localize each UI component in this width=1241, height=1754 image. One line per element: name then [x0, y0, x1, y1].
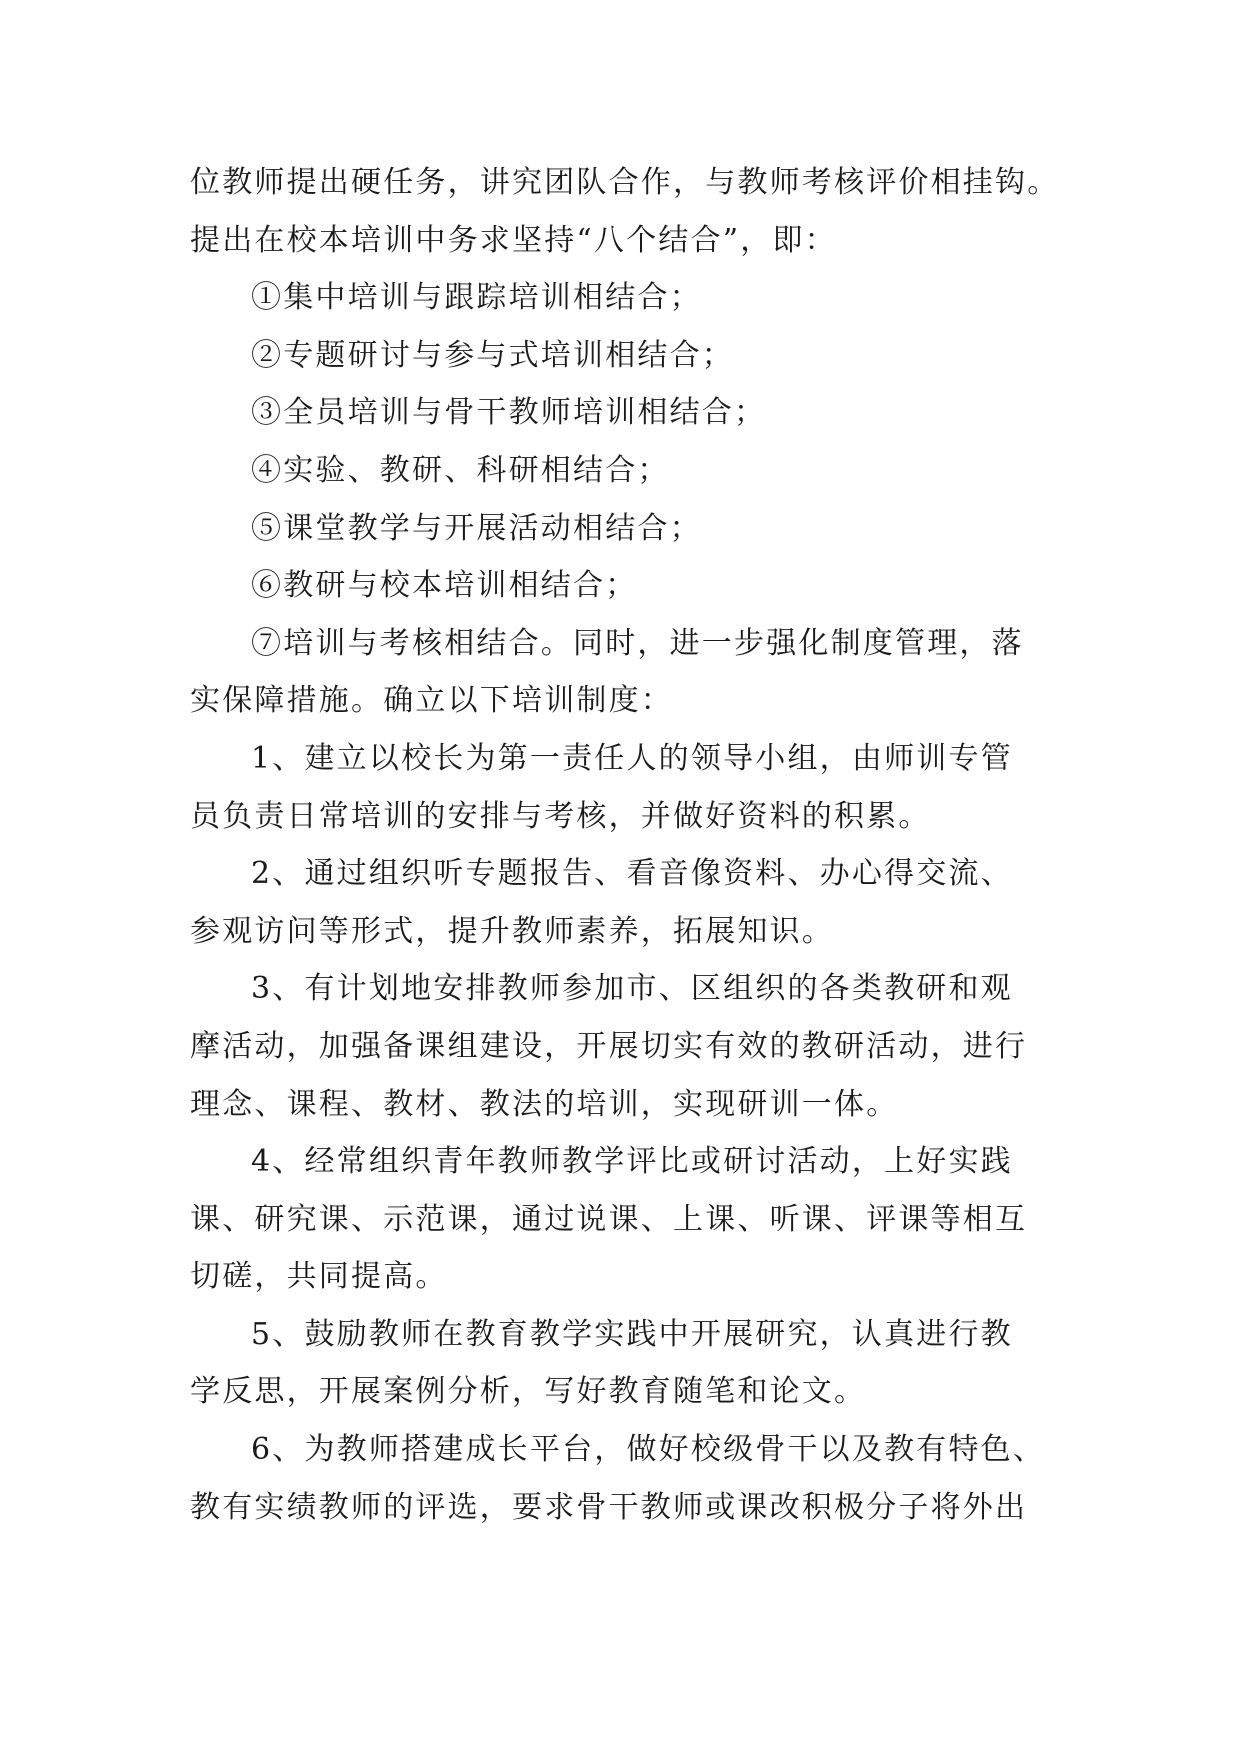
text-line: 参观访问等形式，提升教师素养，拓展知识。	[190, 913, 834, 949]
paragraph-start: 4、经常组织青年教师教学评比或研讨活动，上好实践	[251, 1144, 1013, 1180]
paragraph-start: 2、通过组织听专题报告、看音像资料、办心得交流、	[251, 856, 1013, 892]
list-item: ④实验、教研、科研相结合；	[251, 452, 670, 488]
list-item: ⑥教研与校本培训相结合；	[251, 568, 638, 604]
list-item: ②专题研讨与参与式培训相结合；	[251, 337, 734, 373]
list-item: ③全员培训与骨干教师培训相结合；	[251, 395, 767, 431]
paragraph-start: 6、为教师搭建成长平台，做好校级骨干以及教有特色、	[251, 1432, 1046, 1468]
text-line: 实保障措施。确立以下培训制度：	[190, 683, 673, 719]
list-item: ⑦培训与考核相结合。同时，进一步强化制度管理，落	[251, 625, 1024, 661]
text-line: 摩活动，加强备课组建设，开展切实有效的教研活动，进行	[190, 1028, 1028, 1064]
text-line: 理念、课程、教材、教法的培训，实现研训一体。	[190, 1086, 899, 1122]
paragraph-start: 3、有计划地安排教师参加市、区组织的各类教研和观	[251, 971, 1013, 1007]
paragraph-start: 5、鼓励教师在教育教学实践中开展研究，认真进行教	[251, 1316, 1013, 1352]
text-line: 教有实绩教师的评选，要求骨干教师或课改积极分子将外出	[190, 1489, 1028, 1525]
text-line: 学反思，开展案例分析，写好教育随笔和论文。	[190, 1374, 867, 1410]
text-line: 课、研究课、示范课，通过说课、上课、听课、评课等相互	[190, 1201, 1028, 1237]
text-line: 位教师提出硬任务，讲究团队合作，与教师考核评价相挂钩。	[190, 165, 1060, 200]
text-line: 员负责日常培训的安排与考核，并做好资料的积累。	[190, 798, 931, 834]
document-body	[190, 154, 1060, 1536]
text-line: 提出在校本培训中务求坚持“八个结合”，即：	[190, 222, 837, 258]
list-item: ①集中培训与跟踪培训相结合；	[251, 280, 702, 316]
paragraph-start: 1、建立以校长为第一责任人的领导小组，由师训专管	[251, 740, 1013, 776]
list-item: ⑤课堂教学与开展活动相结合；	[251, 510, 702, 546]
text-line: 切磋，共同提高。	[190, 1259, 448, 1295]
